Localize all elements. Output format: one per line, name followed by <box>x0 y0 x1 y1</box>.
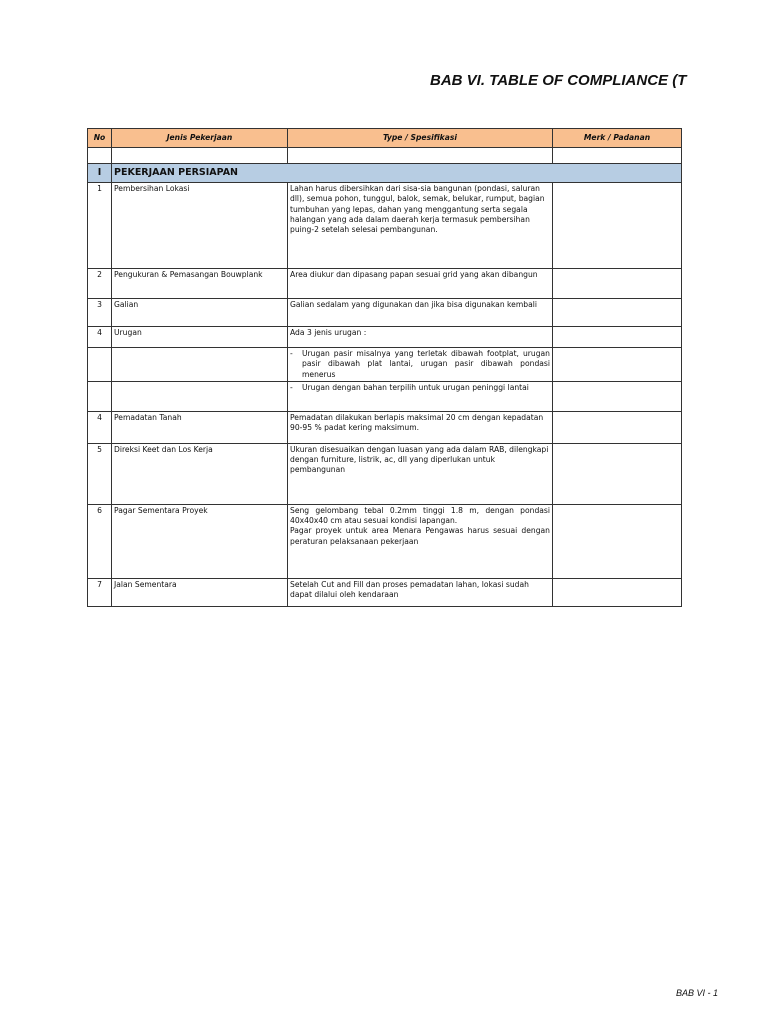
bullet-dash: - <box>290 382 293 392</box>
row-jenis: Pengukuran & Pemasangan Bouwplank <box>112 269 288 299</box>
row-no: 1 <box>88 183 112 269</box>
row-merk <box>553 443 682 504</box>
row-no: 5 <box>88 443 112 504</box>
table-row <box>88 411 682 443</box>
section-title-cell <box>112 164 682 183</box>
row-spec-line-2: Pagar proyek untuk area Menara Pengawas harus sesuai dengan peraturan pelaksanaan pekerjaan <box>290 526 550 546</box>
row-no: 4 <box>88 411 112 443</box>
row-spec-cell <box>288 381 553 411</box>
table-row <box>88 504 682 578</box>
row-merk <box>553 578 682 606</box>
compliance-table <box>87 128 682 607</box>
row-merk <box>553 183 682 269</box>
row-jenis: Pagar Sementara Proyek <box>112 504 288 578</box>
header-merk-padanan: Merk / Padanan <box>553 129 682 148</box>
table-row <box>88 578 682 606</box>
row-jenis: Galian <box>112 299 288 327</box>
row-spec: Setelah Cut and Fill dan proses pemadatan lahan, lokasi sudah dapat dilalui oleh kendaraan <box>288 578 553 606</box>
row-jenis: Jalan Sementara <box>112 578 288 606</box>
row-jenis <box>112 381 288 411</box>
cell-blank <box>88 148 112 164</box>
bullet-dash: - <box>290 349 293 358</box>
page-footer: BAB VI - 1 <box>676 988 719 998</box>
header-no: No <box>88 129 112 148</box>
header-spesifikasi: Type / Spesifikasi <box>288 129 553 148</box>
document-title: BAB VI. TABLE OF COMPLIANCE (T <box>430 72 687 89</box>
row-jenis: Pembersihan Lokasi <box>112 183 288 269</box>
row-jenis: Urugan <box>112 327 288 348</box>
row-spec-cell <box>288 348 553 382</box>
row-merk <box>553 299 682 327</box>
table-row <box>88 269 682 299</box>
row-spec: Urugan dengan bahan terpilih untuk urugan peninggi lantai <box>302 382 529 392</box>
section-roman: I <box>97 166 102 178</box>
row-spec: Urugan pasir misalnya yang terletak dibawah footplat, urugan pasir dibawah plat lantai, urugan pasir dibawah pondasi menerus <box>302 349 550 379</box>
header-jenis-pekerjaan: Jenis Pekerjaan <box>112 129 288 148</box>
table-row <box>88 327 682 348</box>
row-merk <box>553 504 682 578</box>
row-spec: Lahan harus dibersihkan dari sisa-sia bangunan (pondasi, saluran dll), semua pohon, tunggul, balok, semak, belukar, rumput, bagian tumbuhan yang lepas, dahan yang menggantung serta segala halangan yang ada dalam daerah kerja termasuk pembersihan puing-2 setelah selesai pembangunan. <box>288 183 553 269</box>
table-row <box>88 299 682 327</box>
row-spec: Galian sedalam yang digunakan dan jika bisa digunakan kembali <box>288 299 553 327</box>
row-jenis: Direksi Keet dan Los Kerja <box>112 443 288 504</box>
row-spec-cell <box>288 504 553 578</box>
row-jenis: Pemadatan Tanah <box>112 411 288 443</box>
table-row <box>88 443 682 504</box>
row-spec: Ukuran disesuaikan dengan luasan yang ada dalam RAB, dilengkapi dengan furniture, listrik, ac, dll yang diperlukan untuk pembangunan <box>288 443 553 504</box>
section-title: PEKERJAAN PERSIAPAN <box>114 166 239 178</box>
row-spec: Area diukur dan dipasang papan sesuai grid yang akan dibangun <box>288 269 553 299</box>
row-spec: Ada 3 jenis urugan : <box>288 327 553 348</box>
section-row <box>88 164 682 183</box>
row-no: 4 <box>88 327 112 348</box>
row-spec-line-1: Seng gelombang tebal 0.2mm tinggi 1.8 m, dengan pondasi 40x40x40 cm atau sesuai kondisi lapangan. <box>290 505 550 525</box>
table-header-row <box>88 129 682 148</box>
row-merk <box>553 381 682 411</box>
row-no <box>88 381 112 411</box>
row-no <box>88 348 112 382</box>
cell-blank <box>112 148 288 164</box>
table-row <box>88 381 682 411</box>
row-merk <box>553 327 682 348</box>
row-no: 3 <box>88 299 112 327</box>
row-merk <box>553 411 682 443</box>
row-no: 6 <box>88 504 112 578</box>
row-merk <box>553 348 682 382</box>
row-merk <box>553 269 682 299</box>
table-row <box>88 348 682 382</box>
row-no: 7 <box>88 578 112 606</box>
table-row <box>88 183 682 269</box>
cell-blank <box>553 148 682 164</box>
row-spec: Pemadatan dilakukan berlapis maksimal 20 cm dengan kepadatan 90-95 % padat kering maksimum. <box>288 411 553 443</box>
row-no: 2 <box>88 269 112 299</box>
row-jenis <box>112 348 288 382</box>
section-number <box>88 164 112 183</box>
table-row-blank <box>88 148 682 164</box>
cell-blank <box>288 148 553 164</box>
